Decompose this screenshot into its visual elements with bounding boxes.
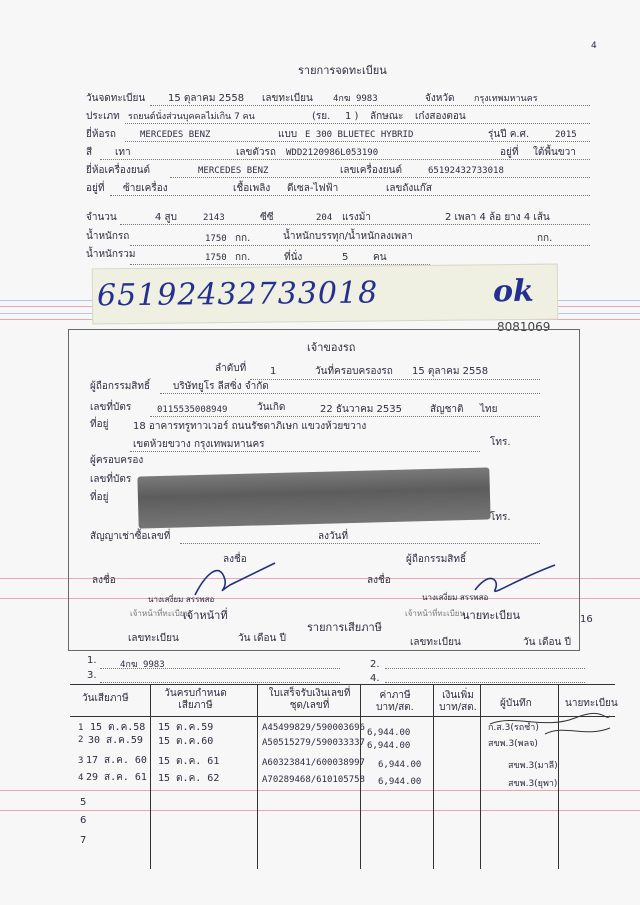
tax-header-recorder: ผู้บันทึก xyxy=(500,698,532,709)
weight-label: น้ำหนักรถ xyxy=(86,231,130,242)
model: E 300 BLUETEC HYBRID xyxy=(305,130,414,140)
recorder-stamp-icon xyxy=(485,712,615,742)
tax-title: รายการเสียภาษี xyxy=(307,621,382,634)
sign2-label: ลงชื่อ xyxy=(92,575,116,586)
weight: 1750 xyxy=(205,234,227,244)
reg-no-label: เลขทะเบียน xyxy=(262,93,313,104)
qty-label: จำนวน xyxy=(86,212,117,223)
axle: 2 เพลา 4 ล้อ ยาง 4 เส้น xyxy=(445,212,550,223)
id-label: เลขที่บัตร xyxy=(90,402,132,413)
row-index: 6 xyxy=(80,815,87,826)
seat: 5 xyxy=(342,252,349,263)
row-due: 15 ต.ค.59 xyxy=(158,722,214,733)
tax-date-col-label-2: วัน เดือน ปี xyxy=(523,637,571,648)
addr-line1: 18 อาคารทรูทาวเวอร์ ถนนรัชดาภิเษก แขวงห้วยขวาง xyxy=(133,421,367,432)
engine-no: 65192432733018 xyxy=(428,166,504,176)
contract-label: สัญญาเช่าซื้อเลขที่ xyxy=(90,531,171,542)
owner-date: 15 ตุลาคม 2558 xyxy=(412,366,489,377)
tax-header-due: วันครบกำหนดเสียภาษี xyxy=(164,688,227,711)
dob: 22 ธันวาคม 2535 xyxy=(320,404,402,415)
officer-sub: เจ้าหน้าที่ทะเบียน xyxy=(130,609,190,618)
reg-date: 15 ตุลาคม 2558 xyxy=(168,93,245,104)
row-recorder: สขพ.3(พลจ) xyxy=(488,739,538,749)
holder-sign-label: ผู้ถือกรรมสิทธิ์ xyxy=(406,554,467,565)
province-label: จังหวัด xyxy=(425,93,455,104)
year-label: รุ่นปี ค.ศ. xyxy=(488,129,530,140)
fuel: ดีเซล-ไฟฟ้า xyxy=(287,183,339,194)
cc-label: ซีซี xyxy=(260,212,274,223)
tax-header-registrar: นายทะเบียน xyxy=(565,698,618,709)
total-label: น้ำหนักรวม xyxy=(86,249,136,260)
color: เทา xyxy=(115,147,131,158)
chassis: WDD2120986L053190 xyxy=(286,148,379,158)
tax-reg-col-label: เลขทะเบียน xyxy=(128,633,179,644)
tax-row-4-index: 4. xyxy=(370,673,380,684)
tax-header-extra: เงินเพิ่มบาท/สต. xyxy=(439,690,477,713)
possessor-addr-label: ที่อยู่ xyxy=(90,492,109,503)
officer-name-right: นางเสงี่ยม สรรพสอ xyxy=(422,593,489,602)
char-label: ลักษณะ xyxy=(370,111,404,122)
registrar-sub: เจ้าหน้าที่ทะเบียน xyxy=(405,609,465,618)
engine-brand: MERCEDES BENZ xyxy=(198,166,269,176)
row-paid: 29 ส.ค. 61 xyxy=(86,772,147,783)
tax-row-3-index: 3. xyxy=(87,670,97,681)
owner-title: เจ้าของรถ xyxy=(307,341,356,354)
possessor-id-label: เลขที่บัตร xyxy=(90,474,132,485)
row-recorder: สขพ.3(มาลี) xyxy=(508,761,558,771)
load-label: น้ำหนักบรรทุก/น้ำหนักลงเพลา xyxy=(283,231,413,242)
owner-seq: 1 xyxy=(270,366,277,377)
owner-seq-label: ลำดับที่ xyxy=(215,363,247,374)
stamp-number: 8081069 xyxy=(497,320,551,334)
handwritten-tape xyxy=(92,264,559,325)
rs-value: 1 ) xyxy=(345,111,359,122)
registration-title: รายการจดทะเบียน xyxy=(298,64,387,77)
tax-date-col-label: วัน เดือน ปี xyxy=(238,633,286,644)
row-due: 15 ต.ค. 62 xyxy=(158,773,220,784)
chassis-label: เลขตัวรถ xyxy=(236,147,276,158)
row-receipt: A50515279/590033337 xyxy=(262,738,365,748)
tax-header-paid: วันเสียภาษี xyxy=(82,693,129,704)
year: 2015 xyxy=(555,130,577,140)
contract-date-label: ลงวันที่ xyxy=(318,531,349,542)
row-receipt: A70289468/610105758 xyxy=(262,775,365,785)
qty: 4 สูบ xyxy=(155,212,177,223)
tax-row-2-index: 2. xyxy=(370,659,380,670)
redaction-bar xyxy=(137,467,490,528)
gas-label: เลขถังแก๊ส xyxy=(386,183,432,194)
row-paid: 15 ต.ค.58 xyxy=(90,722,146,733)
vehicle-type: รถยนต์นั่งส่วนบุคคลไม่เกิน 7 คน xyxy=(128,112,255,122)
row-index: 2 xyxy=(78,735,84,745)
holder: บริษัทยูโร ลีสซิ่ง จำกัด xyxy=(173,381,269,392)
row-index: 7 xyxy=(80,835,87,846)
owner-date-label: วันที่ครอบครองรถ xyxy=(315,366,393,377)
tel-label: โทร. xyxy=(490,437,511,448)
row-index: 5 xyxy=(80,797,87,808)
hp: 204 xyxy=(316,213,333,223)
seat-unit: คน xyxy=(373,252,387,263)
row-receipt: A60323841/600038997 xyxy=(262,758,365,768)
load-unit: กก. xyxy=(537,233,553,244)
handwritten-engine-number: 65192432733018 xyxy=(96,275,379,314)
row-due: 15 ต.ค.60 xyxy=(158,736,214,747)
page-number: 4 xyxy=(591,41,597,51)
nationality-label: สัญชาติ xyxy=(430,404,464,415)
brand-label: ยี่ห้อรถ xyxy=(86,129,116,140)
handwritten-ok: ok xyxy=(492,273,534,310)
sign3-label: ลงชื่อ xyxy=(367,575,391,586)
row-index: 4 xyxy=(78,773,84,783)
row-amount: 6,944.00 xyxy=(378,760,422,770)
row-receipt: A45499829/590003696 xyxy=(262,723,365,733)
engine-brand-label: ยี่ห้อเครื่องยนต์ xyxy=(86,165,151,176)
chassis-loc-label: อยู่ที่ xyxy=(500,147,519,158)
vehicle-char: เก๋งสองตอน xyxy=(415,111,466,122)
type-label: ประเภท xyxy=(86,111,120,122)
tax-row-1-index: 1. xyxy=(87,655,97,666)
engine-no-label: เลขเครื่องยนต์ xyxy=(340,165,402,176)
engine-loc-label: อยู่ที่ xyxy=(86,183,105,194)
row-index: 3 xyxy=(78,756,84,766)
id-number: 0115535008949 xyxy=(157,405,228,415)
tax-header-amount: ค่าภาษีบาท/สต. xyxy=(376,690,414,713)
cc: 2143 xyxy=(203,213,225,223)
row-index: 1 xyxy=(78,723,84,733)
weight-unit: กก. xyxy=(235,233,251,244)
row-paid: 17 ส.ค. 60 xyxy=(86,755,147,766)
holder-label: ผู้ถือกรรมสิทธิ์ xyxy=(90,381,151,392)
color-label: สี xyxy=(86,147,93,158)
row-paid: 30 ส.ค.59 xyxy=(88,735,143,746)
brand: MERCEDES BENZ xyxy=(140,130,211,140)
row-recorder: ก.ส.3(รถชำ) xyxy=(488,723,539,733)
fuel-label: เชื้อเพลิง xyxy=(233,183,271,194)
seat-label: ที่นั่ง xyxy=(284,252,303,263)
province: กรุงเทพมหานคร xyxy=(474,94,538,104)
tax-reg-col-label-2: เลขทะเบียน xyxy=(410,637,461,648)
registrar-role: นายทะเบียน xyxy=(462,609,521,622)
possessor-label: ผู้ครอบครอง xyxy=(90,455,144,466)
tel2-label: โทร. xyxy=(490,512,511,523)
sign-label: ลงชื่อ xyxy=(223,554,247,565)
margin-mark: 16 xyxy=(580,614,593,625)
chassis-loc: ใต้พื้นขวา xyxy=(533,147,576,158)
engine-loc: ซ้ายเครื่อง xyxy=(123,183,168,194)
row-amount: 6,944.00 xyxy=(367,741,411,751)
row-amount: 6,944.00 xyxy=(378,777,422,787)
row-amount: 6,944.00 xyxy=(367,728,411,738)
reg-date-label: วันจดทะเบียน xyxy=(86,93,146,104)
officer-role: เจ้าหน้าที่ xyxy=(183,609,228,622)
rs-label: (รย. xyxy=(312,111,331,122)
addr-label: ที่อยู่ xyxy=(90,419,109,430)
tax-header-receipt: ใบเสร็จรับเงินเลขที่ชุด/เลขที่ xyxy=(268,688,351,711)
nationality: ไทย xyxy=(480,404,498,415)
officer-name-left: นางเสงี่ยม สรรพสอ xyxy=(148,595,215,604)
reg-no: 4กฆ 9983 xyxy=(333,94,378,104)
addr-line2: เขตห้วยขวาง กรุงเทพมหานคร xyxy=(133,439,265,450)
dob-label: วันเกิด xyxy=(257,402,286,413)
total: 1750 xyxy=(205,253,227,263)
row-recorder: สขพ.3(ยุพา) xyxy=(508,779,558,789)
total-unit: กก. xyxy=(235,252,251,263)
tax-row-1-reg: 4กฆ 9983 xyxy=(120,660,165,670)
hp-label: แรงม้า xyxy=(342,212,371,223)
model-label: แบบ xyxy=(278,129,298,140)
row-due: 15 ต.ค. 61 xyxy=(158,756,220,767)
